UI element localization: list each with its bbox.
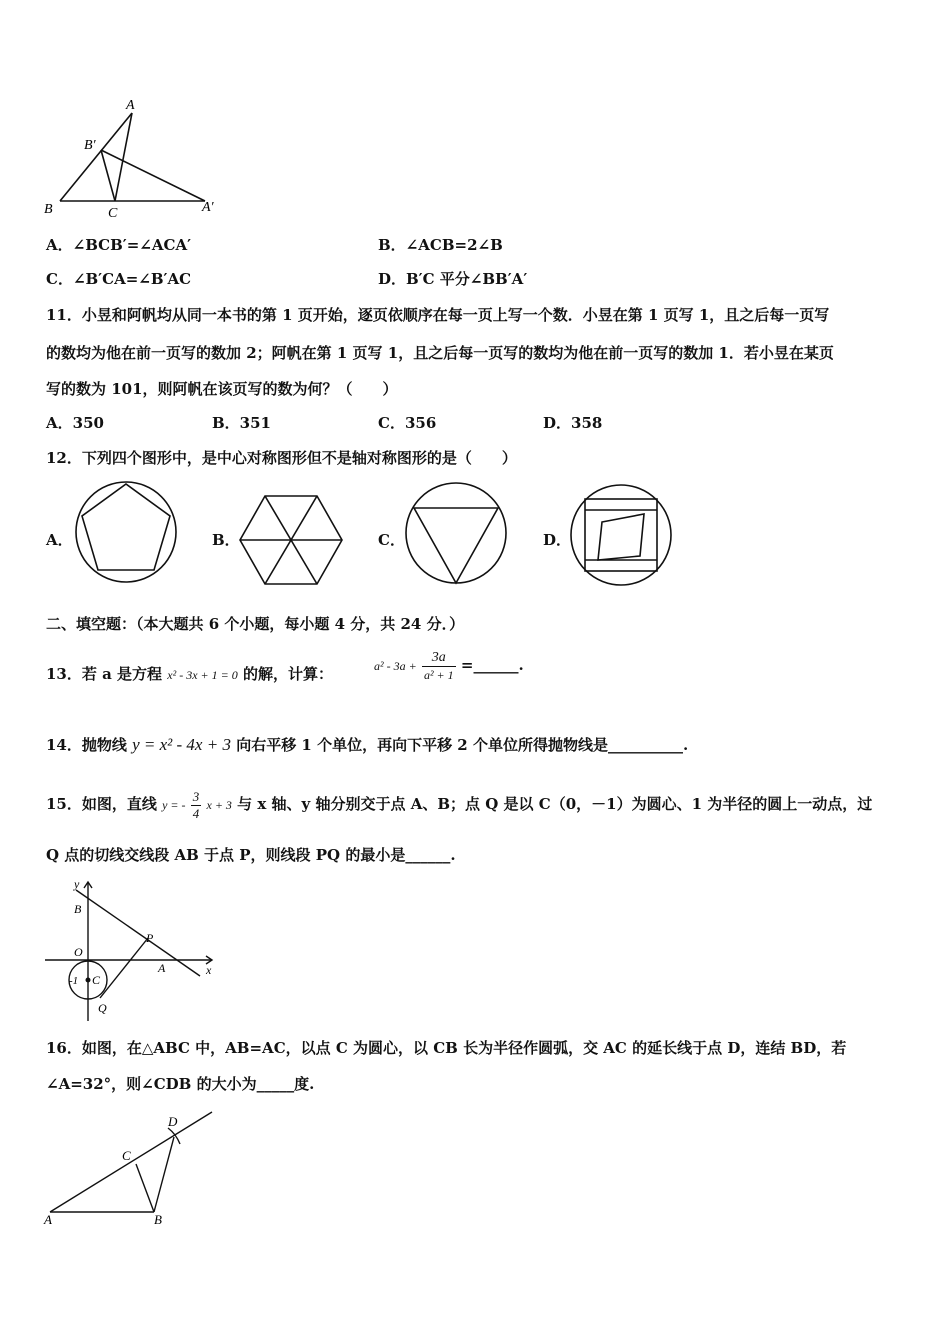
q12-figure-b-divided-hexagon bbox=[238, 494, 344, 586]
q15-prefix: 15．如图，直线 bbox=[46, 795, 157, 813]
q10-option-b: B．∠ACB=2∠B bbox=[378, 236, 503, 254]
fig16-label-A: A bbox=[44, 1212, 52, 1227]
q12-option-a: A． bbox=[46, 531, 73, 549]
fig15-label-O: O bbox=[74, 945, 83, 959]
q13-fraction-denominator: a² + 1 bbox=[423, 667, 454, 682]
q12-figure-a-pentagon-in-circle bbox=[74, 478, 178, 586]
fig15-label-B: B bbox=[74, 902, 82, 916]
q13-equation: x² - 3x + 1 = 0 bbox=[167, 668, 238, 682]
q13-line bbox=[46, 664, 333, 685]
q11-option-a: A．350 bbox=[46, 414, 104, 432]
q13-fraction bbox=[422, 650, 456, 683]
q13-middle: 的解，计算： bbox=[242, 665, 333, 683]
q14-equation: y = x² - 4x + 3 bbox=[132, 735, 231, 754]
section-heading-fill-in: 二、填空题：（本大题共 6 个小题，每小题 4 分，共 24 分．） bbox=[46, 615, 465, 633]
label-A-prime: A′ bbox=[202, 200, 214, 215]
figure-rotated-triangle bbox=[40, 95, 230, 225]
fig15-label-C: C bbox=[92, 973, 101, 987]
q13-expr-left: a² - 3a + bbox=[374, 659, 417, 673]
fig15-label-x: x bbox=[206, 963, 212, 977]
label-A: A bbox=[126, 98, 135, 113]
fig15-label-minus-one: -1 bbox=[69, 975, 79, 987]
label-B-prime: B′ bbox=[84, 138, 96, 153]
fig16-label-D: D bbox=[168, 1114, 178, 1129]
q14-prefix: 14．抛物线 bbox=[46, 736, 127, 754]
q15-fraction-numerator: 3 bbox=[192, 788, 200, 804]
q13-prefix: 13．若 a 是方程 bbox=[46, 665, 163, 683]
q12-option-c: C． bbox=[378, 531, 405, 549]
q14-line bbox=[46, 735, 688, 755]
fig15-label-Q: Q bbox=[98, 1001, 107, 1015]
q15-line-2: Q 点的切线交线段 AB 于点 P，则线段 PQ 的最小是______. bbox=[46, 846, 456, 864]
q15-eq-left: y = - bbox=[162, 798, 186, 812]
q15-figure-coordinate-plane bbox=[40, 876, 220, 1026]
q16-line-1: 16．如图，在△ABC 中，AB=AC，以点 C 为圆心，以 CB 长为半径作圆弧，交 AC 的延长线于点 D，连结 BD，若 bbox=[46, 1039, 847, 1057]
q14-suffix: 向右平移 1 个单位，再向下平移 2 个单位所得抛物线是__________. bbox=[236, 736, 689, 754]
q15-suffix: 与 x 轴、y 轴分别交于点 A、B；点 Q 是以 C（0，－1）为圆心、1 为半径的圆上一动点，过 bbox=[237, 795, 873, 813]
q12-figure-c-triangle-in-circle bbox=[404, 480, 508, 586]
q13-answer-blank: =______. bbox=[460, 656, 524, 674]
q11-option-b: B．351 bbox=[212, 414, 271, 432]
q11-option-d: D．358 bbox=[543, 414, 603, 432]
label-B: B bbox=[44, 202, 53, 217]
fig15-label-A: A bbox=[158, 961, 166, 975]
q11-line-1: 11．小昱和阿帆均从同一本书的第 1 页开始，逐页依顺序在每一页上写一个数．小昱在第 1 页写 1，且之后每一页写 bbox=[46, 306, 830, 324]
fig16-label-C: C bbox=[122, 1148, 131, 1163]
fig15-label-P: P bbox=[146, 931, 154, 945]
q13-expression bbox=[374, 642, 524, 688]
q11-line-3: 写的数为 101，则阿帆在该页写的数为何？（ ） bbox=[46, 380, 398, 398]
q10-option-d: D．B′C 平分∠BB′A′ bbox=[378, 270, 528, 288]
fig15-label-y: y bbox=[74, 877, 80, 891]
q15-fraction-denominator: 4 bbox=[192, 805, 200, 821]
q16-line-2: ∠A=32°，则∠CDB 的大小为_____度. bbox=[46, 1075, 315, 1093]
q15-eq-right: x + 3 bbox=[206, 798, 232, 812]
q16-figure-triangle-arc bbox=[40, 1100, 220, 1230]
q15-fraction bbox=[191, 789, 202, 822]
q10-option-c: C．∠B′CA=∠B′AC bbox=[46, 270, 192, 288]
q12-option-d: D． bbox=[543, 531, 572, 549]
q11-line-2: 的数均为他在前一页写的数加 2；阿帆在第 1 页写 1，且之后每一页写的数均为他在前一页写的数加 1．若小昱在某页 bbox=[46, 344, 834, 362]
q15-line-1 bbox=[46, 782, 872, 826]
label-C: C bbox=[108, 206, 118, 221]
q12-figure-d-squares-in-circle bbox=[568, 482, 674, 588]
q10-option-a: A．∠BCB′=∠ACA′ bbox=[46, 236, 192, 254]
q12-option-b: B． bbox=[212, 531, 240, 549]
q13-fraction-numerator: 3a bbox=[422, 650, 456, 667]
fig16-label-B: B bbox=[154, 1212, 162, 1227]
q12-stem: 12．下列四个图形中，是中心对称图形但不是轴对称图形的是（ ） bbox=[46, 449, 517, 467]
q11-option-c: C．356 bbox=[378, 414, 437, 432]
